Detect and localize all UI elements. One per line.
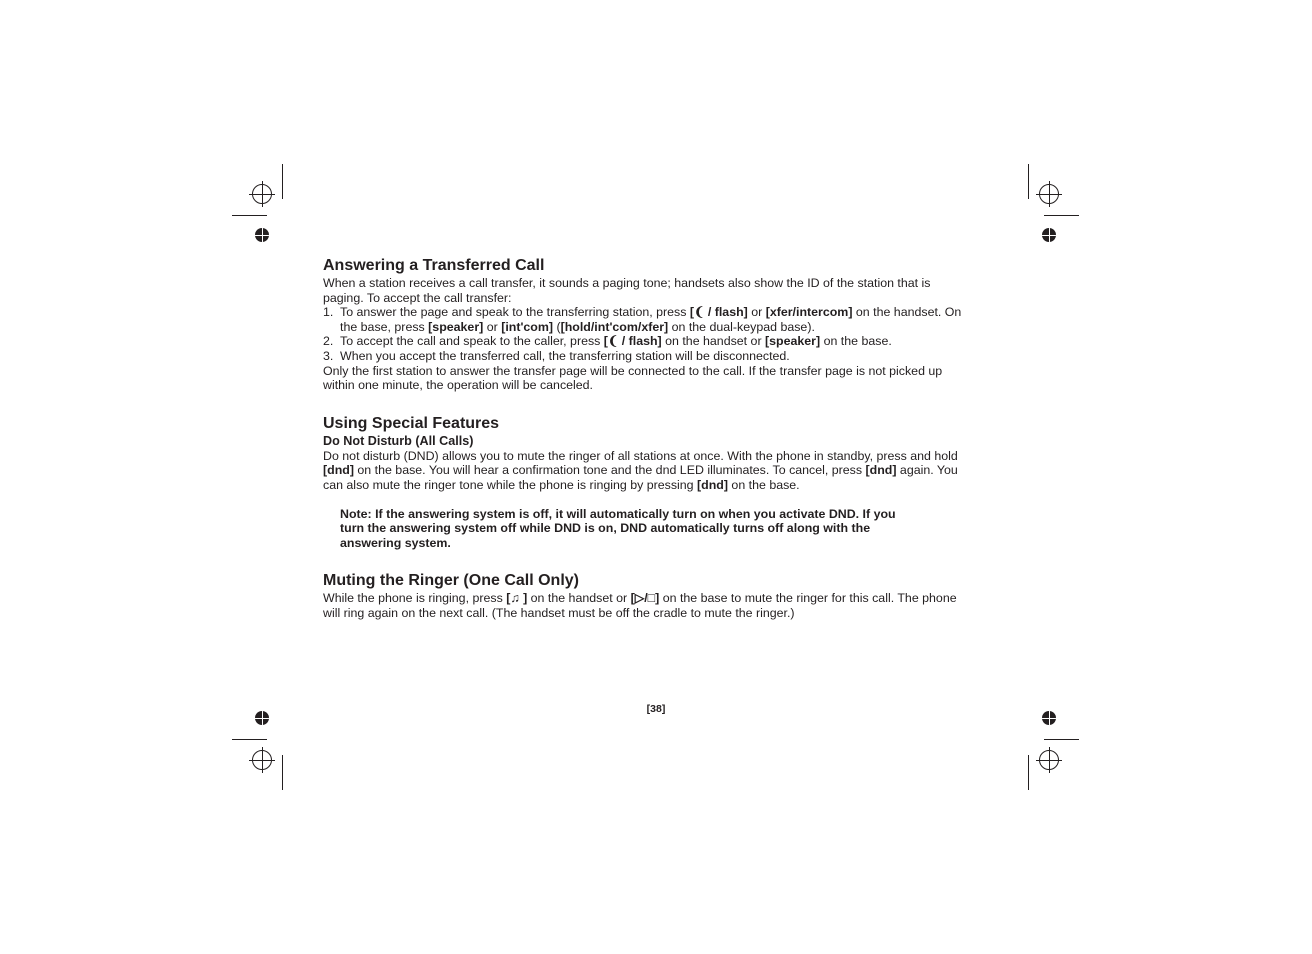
body-text: Do not disturb (DND) allows you to mute the ringer of all stations at once. With the phone in standby, press and hold — [323, 448, 958, 463]
step-text: To accept the call and speak to the caller, press — [340, 334, 604, 349]
step-text: To answer the page and speak to the transferring station, press — [340, 305, 690, 320]
body-text: on the base. — [727, 477, 800, 492]
body-text: While the phone is ringing, press — [323, 591, 507, 606]
dnd-note: Note: If the answering system is off, it will automatically turn on when you activate DND. If you turn the answering system off while DND is on, DND automatically turns off along with the answering system. — [340, 506, 896, 550]
step-text: or — [747, 305, 766, 320]
manual-page-content — [323, 256, 973, 621]
registration-dot-icon — [1042, 228, 1056, 242]
crop-mark — [282, 755, 283, 790]
key-label: [dnd] — [323, 463, 354, 478]
step-number: 2. — [323, 334, 334, 349]
list-item — [323, 349, 973, 364]
step-text: on the handset or — [661, 334, 766, 349]
key-label: [int'com] — [501, 319, 554, 334]
step-number: 1. — [323, 305, 334, 320]
step-text: on the base. — [820, 334, 892, 349]
section-title-special-features: Using Special Features — [323, 414, 500, 432]
key-label: [♫ ] — [506, 591, 528, 606]
registration-crosshair-icon — [252, 184, 272, 204]
page-number: [38] — [646, 703, 666, 715]
crop-mark — [1044, 215, 1079, 216]
key-label: [hold/int'com/xfer] — [560, 319, 669, 334]
list-item — [323, 305, 973, 334]
registration-crosshair-icon — [1039, 184, 1059, 204]
step-text: on the handset. On the base, press — [340, 305, 962, 334]
section-title-answering-transferred-call: Answering a Transferred Call — [323, 257, 545, 274]
crop-mark — [232, 215, 267, 216]
transfer-intro-paragraph: When a station receives a call transfer, it sounds a paging tone; handsets also show the ID of the station that is paging. To accept the call transfer: — [323, 276, 931, 305]
key-label: [speaker] — [428, 319, 484, 334]
list-item — [323, 334, 973, 349]
registration-crosshair-icon — [1039, 750, 1059, 770]
body-text: on the handset or — [527, 591, 631, 606]
step-text: or — [483, 319, 502, 334]
body-text: on the base. You will hear a confirmation tone and the dnd LED illuminates. To cancel, press — [353, 463, 866, 478]
key-label: [❨ / flash] — [603, 334, 662, 349]
dnd-paragraph — [323, 449, 973, 493]
mute-ringer-paragraph — [323, 591, 973, 620]
crop-mark — [1044, 739, 1079, 740]
crop-mark — [1028, 164, 1029, 199]
step-text: ( — [553, 319, 561, 334]
key-label: [dnd] — [865, 463, 897, 478]
key-label: [xfer/intercom] — [765, 305, 853, 320]
key-label: [▷/□] — [630, 591, 660, 606]
key-label: [speaker] — [765, 334, 821, 349]
key-label: [dnd] — [697, 477, 728, 492]
registration-crosshair-icon — [252, 750, 272, 770]
crop-mark — [1028, 755, 1029, 790]
step-text: on the dual-keypad base). — [668, 319, 815, 334]
key-label: [❨ / flash] — [689, 305, 748, 320]
step-number: 3. — [323, 348, 334, 363]
section-title-muting-ringer: Muting the Ringer (One Call Only) — [323, 572, 579, 590]
crop-mark — [232, 739, 267, 740]
subsection-title-do-not-disturb: Do Not Disturb (All Calls) — [323, 433, 474, 448]
transfer-steps-list — [323, 305, 973, 363]
body-text: on the base to mute the ringer for this call. The phone will ring again on the next call. (The handset must be off the cradle to mute the ringer.) — [323, 591, 957, 620]
crop-mark — [282, 164, 283, 199]
registration-dot-icon — [255, 228, 269, 242]
step-text: When you accept the transferred call, the transferring station will be disconnected. — [340, 348, 790, 363]
body-text: again. You can also mute the ringer tone while the phone is ringing by pressing — [323, 463, 958, 492]
transfer-outro-paragraph: Only the first station to answer the transfer page will be connected to the call. If the transfer page is not picked up within one minute, the operation will be canceled. — [323, 363, 943, 393]
